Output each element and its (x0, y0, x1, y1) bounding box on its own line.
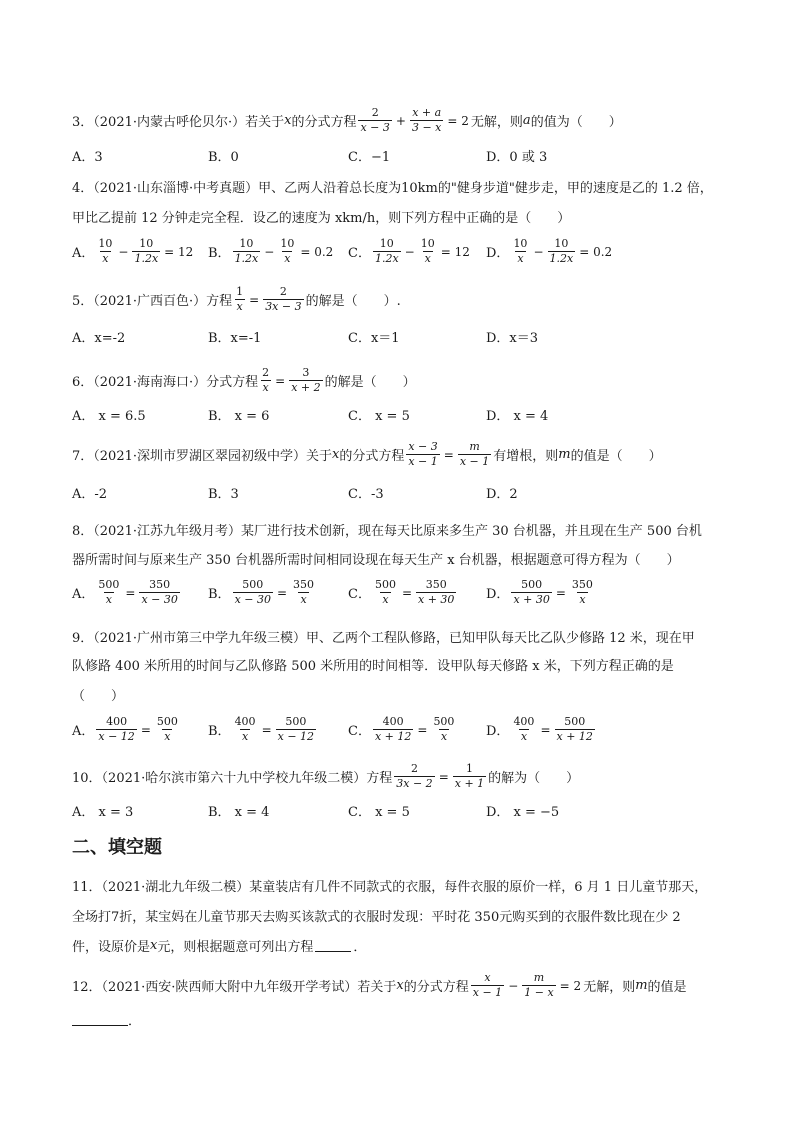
q7-var2: m (558, 447, 571, 462)
numerator: 500 (285, 715, 307, 728)
q3-option-a[interactable]: A．3 (72, 150, 103, 165)
rhs: = 12 (164, 244, 194, 259)
numerator: 350 (425, 578, 447, 591)
numerator: 10 (280, 237, 295, 250)
operator: = (275, 373, 286, 388)
numerator: 400 (234, 715, 256, 728)
option-fraction-right (548, 237, 576, 266)
q3-var: x (284, 113, 292, 128)
q4-option-b[interactable] (208, 237, 335, 266)
question-8-line-2: 器所需时间与原来生产 350 台机器所需时间相同设现在每天生产 x 台机器，根据题意可得方程为（ ） (72, 553, 680, 568)
q7-var: x (332, 447, 340, 462)
option-label: D． (486, 724, 510, 739)
question-11-line-1: 11．（2021·湖北九年级二模）某童装店有几件不同款式的衣服，每件衣服的原价一样，6 月 1 日儿童节那天， (72, 880, 708, 895)
question-10 (72, 762, 579, 791)
numerator: 350 (293, 578, 315, 591)
option-label: C． (348, 587, 371, 602)
denominator: x + 1 (454, 777, 485, 790)
q6-option-c[interactable]: C． x = 5 (348, 409, 410, 424)
q12-end: 的值是 (647, 980, 687, 995)
q10-option-c[interactable]: C． x = 5 (348, 805, 410, 820)
denominator: x − 1 (408, 455, 438, 468)
option-fraction-left (511, 578, 551, 607)
denominator: x + 30 (513, 593, 550, 606)
denominator: x − 1 (459, 455, 490, 468)
q6-option-d[interactable]: D． x = 4 (486, 409, 549, 424)
q10-option-d[interactable]: D． x = −5 (486, 805, 560, 820)
numerator: 1 (236, 285, 244, 298)
question-3 (72, 106, 622, 135)
operator: = (555, 585, 566, 600)
numerator: 350 (149, 578, 171, 591)
denominator: x − 1 (472, 986, 503, 999)
operator: − (264, 244, 275, 259)
question-9-line-2: 队修路 400 米所用的时间与乙队修路 500 米所用的时间相等．设甲队每天修路 x 米，下列方程正确的是 (72, 659, 674, 674)
q10-option-a[interactable]: A． x = 3 (72, 805, 134, 820)
numerator: 500 (242, 578, 264, 591)
option-fraction-left (96, 237, 114, 266)
q8-option-a[interactable] (72, 578, 182, 607)
operator: = (276, 585, 288, 600)
option-fraction-left (511, 237, 529, 266)
q7-option-a[interactable]: A．-2 (72, 487, 108, 502)
numerator: x + a (412, 106, 442, 119)
q12-suffix: 无解，则 (583, 980, 636, 995)
option-fraction-right (431, 715, 456, 744)
q6-option-b[interactable]: B． x = 6 (208, 409, 270, 424)
numerator: 2 (262, 366, 270, 379)
q11-answer-blank[interactable] (315, 939, 351, 952)
operator: = (261, 722, 272, 737)
q7-option-c[interactable]: C．-3 (348, 487, 384, 502)
q9-option-a[interactable] (72, 715, 182, 744)
denominator: x (520, 730, 528, 743)
q10-fraction-2 (453, 762, 486, 791)
numerator: 350 (571, 578, 593, 591)
q11-var: x (150, 938, 158, 953)
question-4-line-1: 4．（2021·山东淄博·中考真题）甲、乙两人沿着总长度为10km的"健身步道"健步走，甲的速度是乙的 1.2 倍， (72, 181, 713, 196)
rhs: = 2 (447, 113, 469, 128)
option-fraction-right (278, 237, 296, 266)
q9-option-c[interactable] (348, 715, 458, 744)
operator: − (508, 978, 519, 993)
denominator: x + 30 (418, 593, 455, 606)
q6-fraction-1 (260, 366, 271, 395)
numerator: x − 3 (408, 440, 438, 453)
option-fraction-left (96, 715, 136, 744)
q6-fraction-2 (289, 366, 322, 395)
option-label: D． (486, 587, 510, 602)
q5-fraction-2 (263, 285, 303, 314)
rhs: = 2 (559, 978, 582, 993)
operator: = (443, 447, 454, 462)
question-12-line-2 (72, 1010, 141, 1029)
q3-var2: a (522, 113, 531, 128)
q8-option-d[interactable] (486, 578, 597, 607)
denominator: x (102, 252, 109, 265)
option-label: B． (208, 724, 231, 739)
numerator: 1 (465, 762, 473, 775)
q7-option-b[interactable]: B．3 (208, 487, 239, 502)
q12-var: x (396, 978, 404, 993)
option-fraction-left (511, 715, 536, 744)
q3-fraction-2 (410, 106, 443, 135)
q10-option-b[interactable]: B． x = 4 (208, 805, 270, 820)
q10-suffix: 的解为（ ） (488, 771, 580, 786)
operator: − (533, 244, 544, 259)
denominator: x − 12 (98, 730, 135, 743)
denominator: 1.2x (549, 252, 574, 265)
q5-option-c[interactable]: C．x＝1 (348, 331, 400, 346)
q12-line2-end: ． (128, 1014, 142, 1029)
question-4-line-2: 甲比乙提前 12 分钟走完全程．设乙的速度为 xkm/h，则下列方程中正确的是（ ） (72, 211, 571, 226)
option-label: A． (72, 246, 95, 261)
option-fraction-left (233, 237, 261, 266)
question-8-line-1: 8．（2021·江苏九年级月考）某厂进行技术创新，现在每天比原来多生产 30 台机器，并且现在生产 500 台机 (72, 524, 702, 539)
operator: + (395, 113, 406, 128)
denominator: x (262, 381, 269, 394)
numerator: 500 (98, 578, 120, 591)
q12-prefix: 12．（2021·西安·陕西师大附中九年级开学考试）若关于 (72, 980, 397, 995)
denominator: x (241, 730, 249, 743)
q3-mid: 的分式方程 (291, 115, 357, 130)
q3-option-b[interactable]: B．0 (208, 150, 239, 165)
numerator: 2 (279, 285, 287, 298)
numerator: 3 (302, 366, 310, 379)
q5-prefix: 5．（2021·广西百色·）方程 (72, 294, 233, 309)
question-11-line-3 (72, 936, 366, 955)
option-fraction-right (139, 578, 179, 607)
numerator: 500 (374, 578, 396, 591)
denominator: x − 30 (234, 593, 271, 606)
q3-end: 的值为（ ） (530, 115, 622, 130)
option-label: B． (208, 587, 231, 602)
denominator: x + 12 (556, 730, 593, 743)
numerator: 10 (98, 237, 113, 250)
option-fraction-left (96, 578, 121, 607)
option-fraction-right (276, 715, 316, 744)
option-label: C． (348, 724, 371, 739)
q7-option-d[interactable]: D．2 (486, 487, 518, 502)
q9-option-b[interactable] (208, 715, 318, 744)
rhs: = 12 (440, 244, 470, 259)
numerator: 400 (513, 715, 535, 728)
denominator: x − 3 (360, 121, 390, 134)
option-label: D． (486, 246, 510, 261)
denominator: x (517, 252, 524, 265)
question-9-line-3: （ ） (72, 689, 125, 704)
operator: = (125, 585, 136, 600)
q12-var2: m (635, 978, 648, 993)
denominator: 1.2x (134, 252, 159, 265)
operator: = (540, 722, 551, 737)
option-label: A． (72, 724, 95, 739)
denominator: x (236, 300, 243, 313)
option-fraction-left (373, 578, 398, 607)
operator: − (118, 244, 129, 259)
q3-suffix: 无解，则 (470, 115, 523, 130)
q10-prefix: 10．（2021·哈尔滨市第六十九中学校九年级二模）方程 (72, 771, 393, 786)
numerator: 10 (513, 237, 528, 250)
question-12 (72, 971, 687, 1000)
operator: = (438, 769, 449, 784)
q12-answer-blank[interactable] (72, 1013, 128, 1026)
q7-prefix: 7．（2021·深圳市罗湖区翠园初级中学）关于 (72, 449, 332, 464)
denominator: 3 − x (411, 121, 442, 134)
q5-option-d[interactable]: D．x＝3 (486, 331, 539, 346)
numerator: x (484, 971, 491, 984)
numerator: 400 (382, 715, 404, 728)
q8-option-b[interactable] (208, 578, 318, 607)
q3-option-c[interactable]: C．−1 (348, 150, 391, 165)
question-6 (72, 366, 416, 395)
q9-option-d[interactable] (486, 715, 597, 744)
option-label: B． (208, 246, 231, 261)
q5-option-b[interactable]: B．x=-1 (208, 331, 262, 346)
section-heading: 二、填空题 (72, 837, 162, 858)
numerator: 10 (554, 237, 569, 250)
denominator: x (424, 252, 431, 265)
option-fraction-right (291, 578, 316, 607)
denominator: x (164, 730, 171, 743)
denominator: x − 12 (277, 730, 315, 743)
question-9-line-1: 9．（2021·广州市第三中学九年级三模）甲、乙两个工程队修路，已知甲队每天比乙队少修路 12 米，现在甲 (72, 631, 695, 646)
numerator: 400 (106, 715, 128, 728)
operator: − (404, 244, 415, 259)
q4-option-d[interactable] (486, 237, 614, 266)
q7-end: 的值是（ ） (570, 449, 662, 464)
q3-prefix: 3．（2021·内蒙古呼伦贝尔·）若关于 (72, 115, 285, 130)
option-fraction-right (132, 237, 160, 266)
q12-fraction-2 (522, 971, 555, 1000)
q11-text-b: 元，则根据题意可列出方程 (157, 940, 314, 955)
denominator: x − 30 (141, 593, 178, 606)
denominator: x (440, 730, 448, 743)
option-fraction-right (416, 578, 456, 607)
denominator: 3x − 3 (265, 300, 302, 313)
option-fraction-left (233, 715, 258, 744)
numerator: 2 (410, 762, 418, 775)
numerator: 500 (564, 715, 586, 728)
q4-option-a[interactable] (72, 237, 195, 266)
q6-option-a[interactable]: A． x = 6.5 (72, 409, 146, 424)
q7-fraction-1 (406, 440, 439, 469)
denominator: 3x − 2 (396, 777, 433, 790)
q3-fraction-1 (358, 106, 391, 135)
option-fraction-right (419, 237, 437, 266)
denominator: x + 2 (291, 381, 321, 394)
denominator: x (382, 593, 389, 606)
option-fraction-left (373, 715, 413, 744)
denominator: x (105, 593, 112, 606)
operator: = (417, 722, 428, 737)
numerator: m (533, 971, 545, 984)
q5-suffix: 的解是（ ）. (305, 294, 401, 309)
option-fraction-right (555, 715, 595, 744)
numerator: 500 (156, 715, 178, 728)
option-fraction-left (233, 578, 273, 607)
q6-prefix: 6．（2021·海南海口·）分式方程 (72, 375, 259, 390)
rhs: = 0.2 (579, 244, 613, 259)
q11-end: ． (353, 940, 367, 955)
q3-option-d[interactable]: D．0 或 3 (486, 150, 548, 165)
operator: = (249, 292, 260, 307)
q10-fraction-1 (394, 762, 434, 791)
q4-option-c[interactable] (348, 237, 472, 266)
numerator: 10 (139, 237, 154, 250)
question-5 (72, 285, 401, 314)
option-fraction-left (373, 237, 401, 266)
q5-option-a[interactable]: A．x=-2 (72, 331, 126, 346)
q12-fraction-1 (471, 971, 504, 1000)
numerator: 500 (433, 715, 455, 728)
denominator: x (300, 593, 307, 606)
question-11-line-2: 全场打7折，某宝妈在儿童节那天去购买该款式的衣服时发现：平时花 350元购买到的衣服件数比现在少 2 (72, 910, 681, 925)
option-fraction-right (155, 715, 180, 744)
denominator: 1.2x (374, 252, 399, 265)
option-label: A． (72, 587, 95, 602)
denominator: x (579, 593, 586, 606)
question-7 (72, 440, 662, 469)
operator: = (140, 722, 151, 737)
numerator: 10 (239, 237, 254, 250)
q12-mid: 的分式方程 (403, 980, 469, 995)
denominator: x (284, 252, 291, 265)
rhs: = 0.2 (300, 244, 334, 259)
numerator: 500 (521, 578, 543, 591)
denominator: x + 12 (374, 730, 412, 743)
numerator: 10 (420, 237, 435, 250)
numerator: m (469, 440, 480, 453)
option-label: C． (348, 246, 371, 261)
q11-text-a: 件，设原价是 (72, 940, 151, 955)
option-fraction-right (570, 578, 595, 607)
q6-suffix: 的解是（ ） (324, 375, 416, 390)
q8-option-c[interactable] (348, 578, 458, 607)
denominator: 1 − x (524, 986, 554, 999)
q7-suffix: 有增根，则 (493, 449, 559, 464)
q7-mid: 的分式方程 (339, 449, 405, 464)
operator: = (401, 585, 413, 600)
q5-fraction-1 (234, 285, 245, 314)
denominator: 1.2x (234, 252, 259, 265)
numerator: 2 (371, 106, 379, 119)
numerator: 10 (379, 237, 394, 250)
q7-fraction-2 (458, 440, 491, 469)
